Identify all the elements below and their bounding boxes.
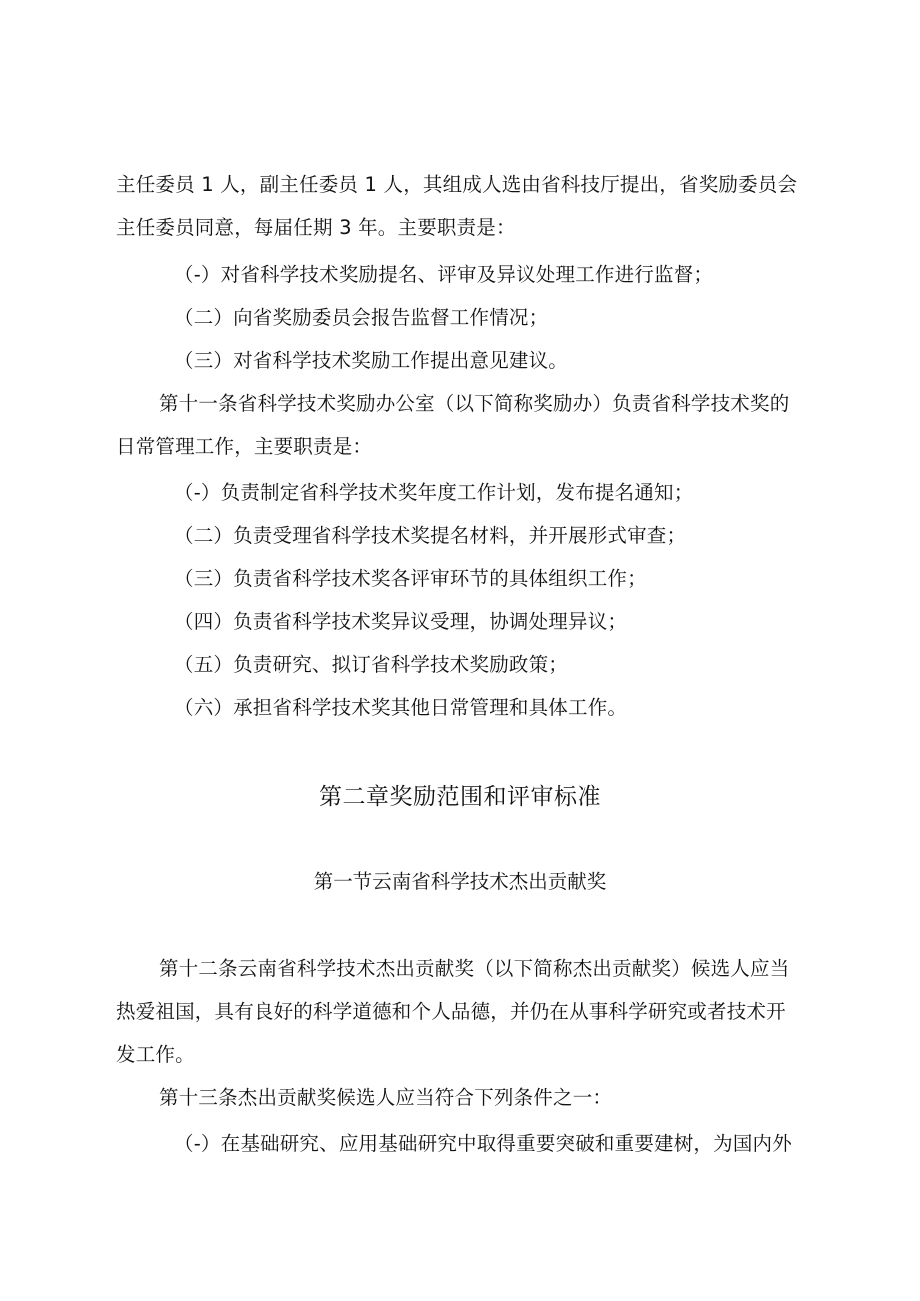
list-item: （三）对省科学技术奖励工作提出意见建议。	[174, 349, 569, 372]
article-11-line: 第十一条省科学技术奖励办公室（以下简称奖励办）负责省科学技术奖的	[159, 392, 790, 415]
list-item: （五）负责研究、拟订省科学技术奖励政策；	[174, 653, 569, 676]
paragraph-line: 日常管理工作，主要职责是：	[116, 435, 373, 458]
list-item: （三）负责省科学技术奖各评审环节的具体组织工作；	[174, 567, 647, 590]
article-13-line: 第十三条杰出贡献奖候选人应当符合下列条件之一：	[159, 1086, 613, 1109]
article-12-line: 第十二条云南省科学技术杰出贡献奖（以下简称杰出贡献奖）候选人应当	[159, 957, 790, 980]
paragraph-line: 主任委员同意，每届任期 3 年。主要职责是：	[116, 216, 516, 239]
list-item: （六）承担省科学技术奖其他日常管理和具体工作。	[174, 696, 628, 719]
paragraph-line: 热爱祖国，具有良好的科学道德和个人品德，并仍在从事科学研究或者技术开	[116, 1000, 786, 1023]
section-title: 第一节云南省科学技术杰出贡献奖	[313, 870, 607, 893]
chapter-title: 第二章奖励范围和评审标准	[319, 784, 601, 810]
list-item: （-）在基础研究、应用基础研究中取得重要突破和重要建树，为国内外	[174, 1132, 792, 1155]
paragraph-line: 主任委员 1 人，副主任委员 1 人，其组成人选由省科技厅提出，省奖励委员会	[116, 173, 798, 196]
list-item: （-）负责制定省科学技术奖年度工作计划，发布提名通知；	[174, 481, 694, 504]
paragraph-line: 发工作。	[116, 1043, 195, 1066]
list-item: （二）负责受理省科学技术奖提名材料，并开展形式审查；	[174, 524, 687, 547]
list-item: （二）向省奖励委员会报告监督工作情况；	[174, 306, 549, 329]
list-item: （四）负责省科学技术奖异议受理，协调处理异议；	[174, 610, 628, 633]
list-item: （-）对省科学技术奖励提名、评审及异议处理工作进行监督；	[174, 263, 714, 286]
